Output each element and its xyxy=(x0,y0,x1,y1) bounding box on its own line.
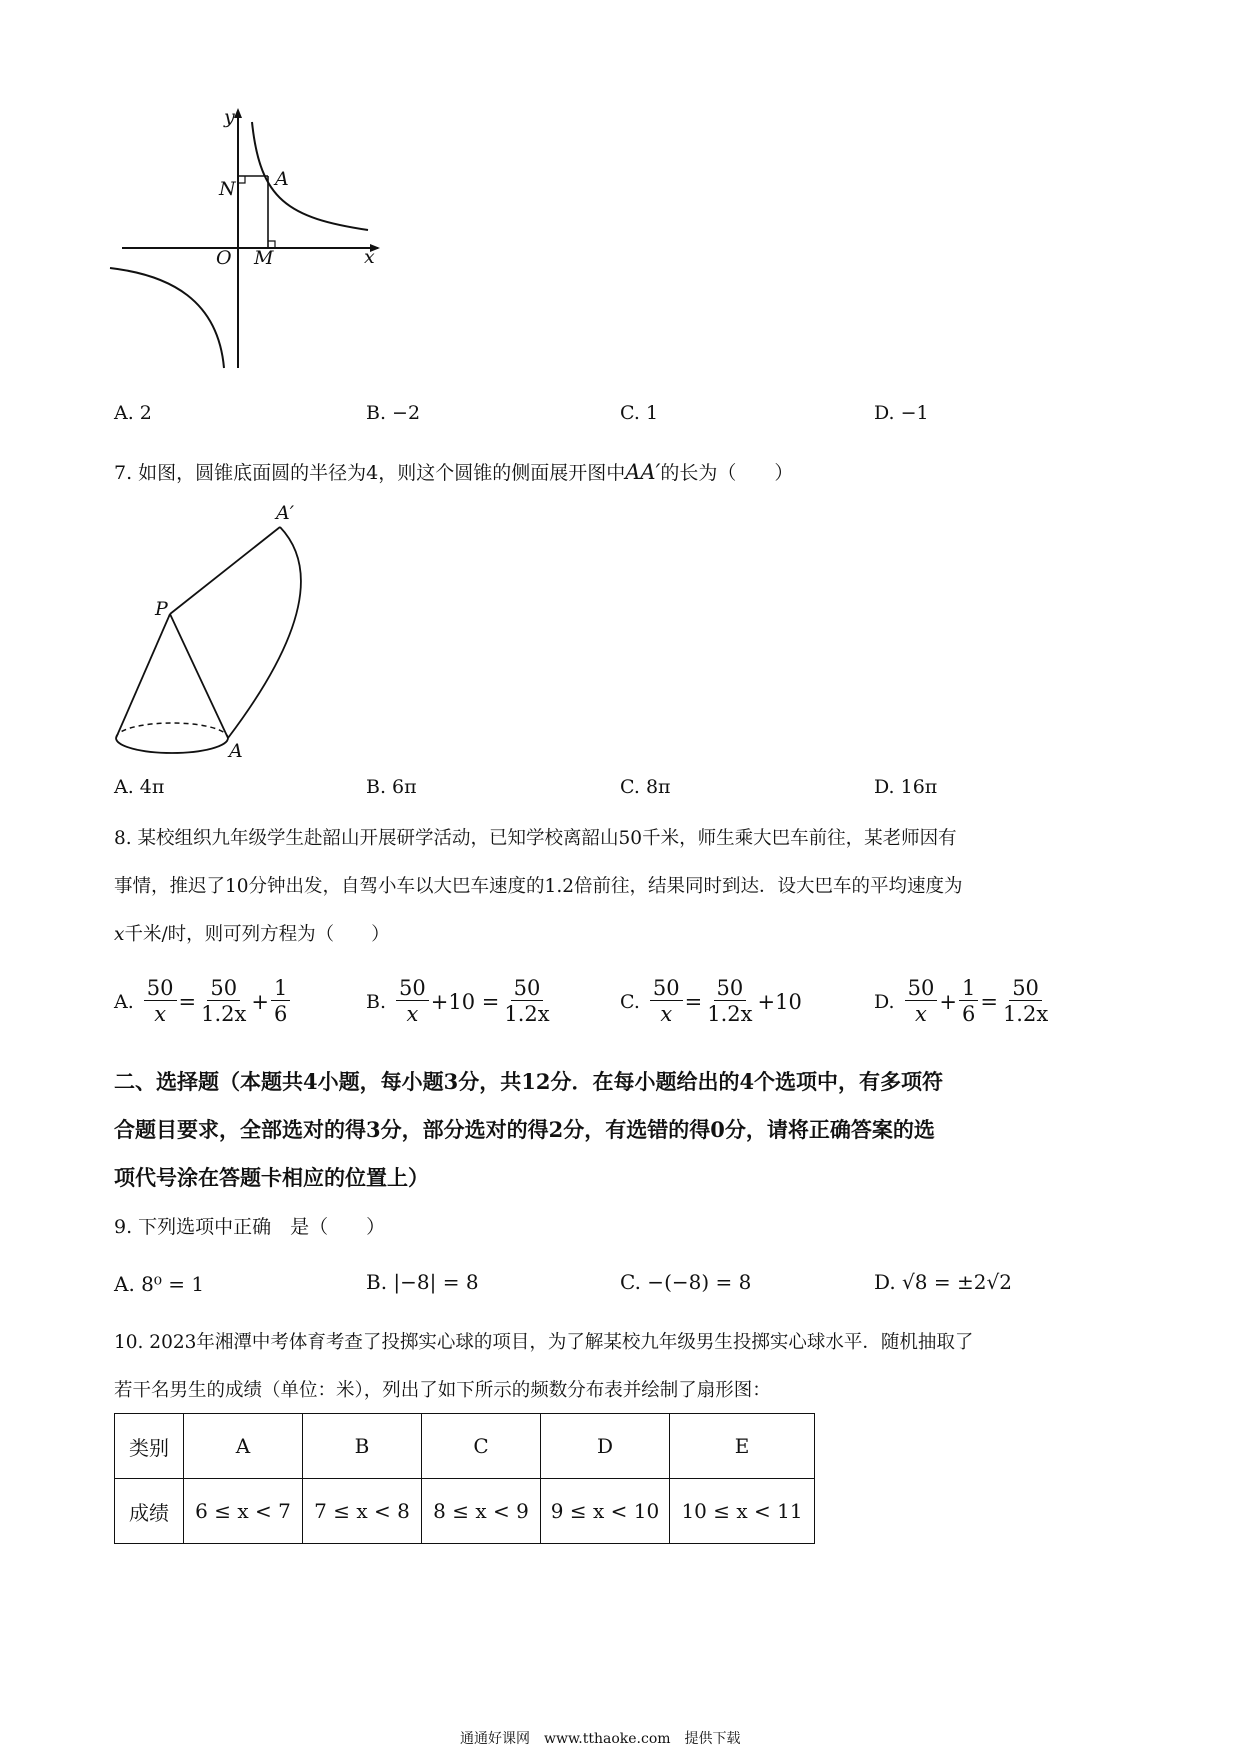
graph-label-y: y xyxy=(224,106,235,128)
q9-option-a: A. 8⁰ = 1 xyxy=(114,1272,205,1296)
table-cell: A xyxy=(184,1414,303,1479)
section-2-line-1: 二、选择题（本题共4小题，每小题3分，共12分．在每小题给出的4个选项中，有多项符 xyxy=(114,1069,944,1094)
q7-option-a: A. 4π xyxy=(114,776,165,798)
graph-label-x: x xyxy=(364,246,375,268)
q8-c-label: C. xyxy=(620,990,640,1013)
q7-stem xyxy=(114,458,793,485)
q8-b-mid: +10 = xyxy=(430,989,500,1014)
q8-d-eq: = xyxy=(980,989,998,1014)
q8-a-label: A. xyxy=(114,990,134,1013)
q8-a-n1: 50 xyxy=(144,976,177,1001)
q8-c-d2: 1.2x xyxy=(707,1002,753,1026)
table-row xyxy=(115,1479,815,1544)
q8-b-d2: 1.2x xyxy=(504,1002,550,1026)
q8-line-3 xyxy=(114,920,390,946)
q9-option-c: C. −(−8) = 8 xyxy=(620,1270,752,1294)
figure-label-p: P xyxy=(155,598,168,620)
table-cell: 6 ≤ x < 7 xyxy=(184,1479,303,1544)
frequency-table xyxy=(114,1413,815,1544)
q8-line-1: 8. 某校组织九年级学生赴韶山开展研学活动，已知学校离韶山50千米，师生乘大巴车前往，某老师因有 xyxy=(114,828,957,849)
q10-line-1: 10. 2023年湘潭中考体育考查了投掷实心球的项目，为了解某校九年级男生投掷实心球水平．随机抽取了 xyxy=(114,1332,974,1353)
table-cell: 10 ≤ x < 11 xyxy=(670,1479,815,1544)
graph-label-a: A xyxy=(275,168,289,190)
q8-a-d3: 6 xyxy=(273,1002,288,1026)
q8-d-d1: x xyxy=(915,1002,927,1026)
q8-option-d xyxy=(874,976,1053,1027)
q8-d-d2: 6 xyxy=(961,1002,976,1026)
q8-a-d2: 1.2x xyxy=(201,1002,247,1026)
q8-c-d1: x xyxy=(660,1002,673,1026)
table-cell: C xyxy=(422,1414,541,1479)
q8-d-op: + xyxy=(939,989,957,1014)
figure-label-a: A xyxy=(229,740,243,762)
q8-a-d1: x xyxy=(154,1002,167,1026)
q8-a-n2: 50 xyxy=(207,976,240,1001)
page-footer: 通通好课网 www.tthaoke.com 提供下载 xyxy=(460,1731,741,1747)
q7-option-b: B. 6π xyxy=(366,776,417,798)
q8-a-op: + xyxy=(251,989,269,1014)
q6-option-b: B. −2 xyxy=(366,402,421,424)
table-cell: 9 ≤ x < 10 xyxy=(541,1479,670,1544)
section-2-line-2: 合题目要求，全部选对的得3分，部分选对的得2分，有选错的得0分，请将正确答案的选 xyxy=(114,1117,935,1142)
q8-option-b xyxy=(366,976,555,1027)
q7-option-c: C. 8π xyxy=(620,776,671,798)
q8-d-n1: 50 xyxy=(905,976,938,1001)
table-cell: E xyxy=(670,1414,815,1479)
q9-option-d: D. √8 = ±2√2 xyxy=(874,1270,1012,1294)
q8-option-a xyxy=(114,976,292,1027)
q6-option-a: A. 2 xyxy=(114,402,152,424)
q8-a-eq: = xyxy=(178,989,197,1014)
graph-label-n: N xyxy=(219,178,236,200)
q8-d-n3: 50 xyxy=(1009,976,1042,1001)
table-cell: 7 ≤ x < 8 xyxy=(303,1479,422,1544)
q8-c-n1: 50 xyxy=(650,976,683,1001)
q8-d-d3: 1.2x xyxy=(1002,1002,1049,1026)
section-2-line-3: 项代号涂在答题卡相应的位置上） xyxy=(114,1165,429,1190)
table-cell: 8 ≤ x < 9 xyxy=(422,1479,541,1544)
q8-c-eq: = xyxy=(684,989,703,1014)
table-cell: 类别 xyxy=(115,1414,184,1479)
q8-a-n3: 1 xyxy=(271,976,290,1001)
table-cell: 成绩 xyxy=(115,1479,184,1544)
q8-b-d1: x xyxy=(406,1002,419,1026)
table-header-row xyxy=(115,1414,815,1479)
q7-stem-text: 7. 如图，圆锥底面圆的半径为4，则这个圆锥的侧面展开图中 xyxy=(114,462,626,484)
graph-label-m: M xyxy=(254,247,274,269)
q8-c-n2: 50 xyxy=(714,976,747,1001)
q8-b-n1: 50 xyxy=(396,976,429,1001)
q8-b-n2: 50 xyxy=(511,976,544,1001)
q8-d-n2: 1 xyxy=(959,976,978,1001)
q8-line-3-text: 千米/时，则可列方程为（ ） xyxy=(124,924,390,945)
q6-option-c: C. 1 xyxy=(620,402,659,424)
cone-unfold-figure xyxy=(110,500,330,760)
q7-option-d: D. 16π xyxy=(874,776,938,798)
table-cell: B xyxy=(303,1414,422,1479)
q7-stem-math: AA′ xyxy=(625,460,661,484)
table-cell: D xyxy=(541,1414,670,1479)
q8-d-label: D. xyxy=(874,990,895,1013)
q8-option-c xyxy=(620,976,802,1027)
graph-label-o: O xyxy=(216,247,232,269)
q9-option-b: B. |−8| = 8 xyxy=(366,1270,479,1294)
q7-stem-tail: 的长为（ ） xyxy=(660,462,794,484)
q8-b-label: B. xyxy=(366,990,387,1013)
q8-line-2: 事情，推迟了10分钟出发，自驾小车以大巴车速度的1.2倍前往，结果同时到达．设大巴车的平均速度为 xyxy=(114,876,963,897)
figure-label-a-prime: A′ xyxy=(276,502,295,524)
hyperbola-graph xyxy=(100,100,390,380)
q8-c-tail: +10 xyxy=(757,989,802,1014)
q9-stem: 9. 下列选项中正确 是（ ） xyxy=(114,1216,386,1238)
q6-option-d: D. −1 xyxy=(874,402,929,424)
q8-var-x: x xyxy=(114,924,125,945)
q10-line-2: 若干名男生的成绩（单位：米），列出了如下所示的频数分布表并绘制了扇形图： xyxy=(114,1380,771,1401)
